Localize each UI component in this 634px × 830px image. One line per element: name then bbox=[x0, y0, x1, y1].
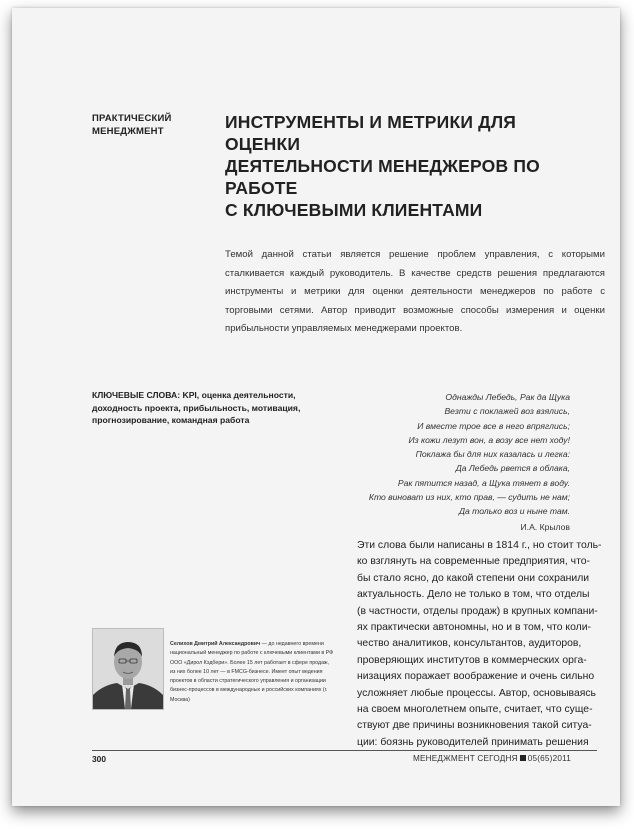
poem-line: Поклажа бы для них казалась и легка: bbox=[415, 449, 570, 460]
poem-line: Однажды Лебедь, Рак да Щука bbox=[445, 392, 570, 402]
body-line: (в частности, отделы продаж) в крупных компани- bbox=[357, 605, 598, 617]
poem-line: Из кожи лезут вон, а возу все нет ходу! bbox=[408, 434, 570, 445]
journal-name: МЕНЕДЖМЕНТ СЕГОДНЯ bbox=[412, 754, 518, 763]
article-title bbox=[225, 111, 595, 221]
poem-author: И.А. Крылов bbox=[520, 521, 570, 532]
author-bio-text: — до недавнего времени национальный менеджер по работе с ключевыми клиентами в РФ ООО «Дирол Кэдбери». Более 15 лет работает в сфере продаж, из них более 10 лет — в FMCG-бизнесе. Имеет опыт ведения проектов в области стратегического управления и организации бизнес-процессов в международных и российских компаниях (г. Москва) bbox=[170, 641, 334, 703]
epigraph-poem bbox=[290, 390, 570, 534]
journal-footer bbox=[413, 754, 571, 763]
body-line: на своем многолетнем опыте, считает, что суще- bbox=[357, 704, 593, 716]
body-line: ко взглянуть на современные предприятия, что- bbox=[357, 556, 590, 568]
author-bio bbox=[170, 640, 335, 705]
body-line: актуальность. Дело не только в том, что отделы bbox=[357, 589, 590, 601]
poem-line: Да только воз и ныне там. bbox=[458, 506, 570, 517]
journal-issue: 05(65)2011 bbox=[527, 754, 571, 763]
footer-rule bbox=[92, 750, 597, 751]
poem-line: Кто виноват из них, кто прав, — судить не нам; bbox=[368, 492, 570, 503]
magazine-page bbox=[12, 8, 620, 806]
body-line: ях практически автономны, но и в том, что коли- bbox=[357, 622, 591, 634]
poem-line: Везти с поклажей воз взялись, bbox=[444, 406, 570, 417]
section-label-line: МЕНЕДЖМЕНТ bbox=[92, 126, 164, 137]
body-line: проверяющих институтов в коммерческих орга- bbox=[357, 654, 587, 666]
body-line: низациях поражает воображение и очень сильно bbox=[357, 671, 595, 683]
keywords-text: KPI, оценка деятельности, доходность проекта, прибыльность, мотивация, прогнозирование, командная работа bbox=[92, 390, 301, 426]
poem-line: Да Лебедь рвется в облака, bbox=[455, 463, 570, 474]
page-number: 300 bbox=[92, 754, 106, 764]
article-body bbox=[357, 538, 602, 751]
body-line: ствуют две причины возникновения такой ситуа- bbox=[357, 720, 592, 732]
poem-line: Рак пятится назад, а Щука тянет в воду. bbox=[397, 477, 570, 488]
poem-line: И вместе трое все в него впряглись; bbox=[417, 420, 570, 431]
section-label-line: ПРАКТИЧЕСКИЙ bbox=[92, 113, 172, 124]
article-abstract: Темой данной статьи является решение проблем управления, с которыми сталкивается каждый руководитель. В качестве средств решения предлагаются инструменты и метрики для оценки деятельности менеджеров по работе с торговыми сетями. Автор приводит возможные способы измерения и оценки прибыльности управляемых менеджерами проектов. bbox=[225, 249, 605, 335]
keywords-label: КЛЮЧЕВЫЕ СЛОВА: bbox=[92, 390, 181, 400]
body-line: Эти слова были написаны в 1814 г., но стоит толь- bbox=[357, 540, 602, 551]
body-line: ции: боязнь руководителей принимать решения bbox=[357, 736, 589, 748]
author-photo bbox=[92, 628, 164, 710]
author-name: Селихов Дмитрий Александрович bbox=[170, 641, 261, 647]
body-line: чество аналитиков, консультантов, аудиторов, bbox=[357, 638, 582, 650]
title-line: ДЕЯТЕЛЬНОСТИ МЕНЕДЖЕРОВ ПО РАБОТЕ bbox=[225, 156, 540, 198]
title-line: ИНСТРУМЕНТЫ И МЕТРИКИ ДЛЯ ОЦЕНКИ bbox=[225, 112, 517, 154]
body-line: бы стало ясно, до какой степени они сохранили bbox=[357, 572, 590, 584]
body-line: усложняет любые процессы. Автор, основываясь bbox=[357, 687, 596, 699]
square-bullet-icon bbox=[520, 755, 526, 761]
title-line: С КЛЮЧЕВЫМИ КЛИЕНТАМИ bbox=[225, 200, 483, 220]
section-label bbox=[92, 112, 172, 138]
